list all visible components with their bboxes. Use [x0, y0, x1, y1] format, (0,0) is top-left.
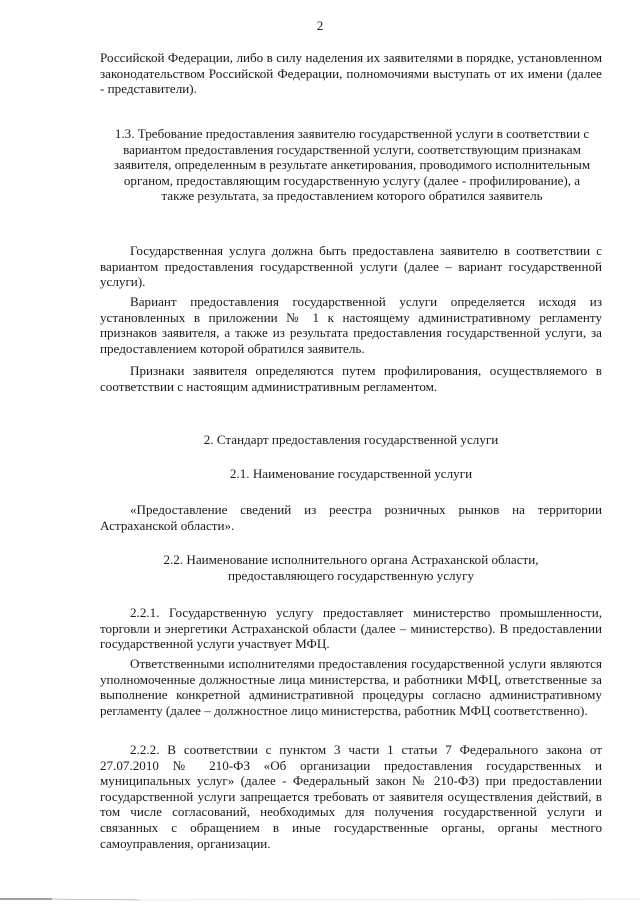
page-number: 2 [316, 18, 324, 33]
scan-edge-artifact [0, 896, 640, 902]
paragraph-2-2-2: 2.2.2. В соответствии с пунктом 3 части 1 статьи 7 Федерального закона от 27.07.2010 № 210-ФЗ «Об организации предоставления государственных и муниципальных услуг» (далее - Федеральный закон № 210-ФЗ) при предоставлении государственной услуги запрещается требовать от заявителя осуществления действий, в том числе согласований, необходимых для получения государственной услуги и связанных с обращением в иные государственные органы, органы местного самоуправления, организации. [100, 742, 602, 851]
section-2-2-heading: 2.2. Наименование исполнительного органа Астраханской области, предоставляющего государственную услугу [163, 552, 539, 583]
continuation-paragraph: Российской Федерации, либо в силу наделения их заявителями в порядке, установленном законодательством Российской Федерации, полномочиями выступать от их имени (далее - представители). [100, 50, 602, 97]
section-2-1-heading: 2.1. Наименование государственной услуги [229, 466, 473, 481]
paragraph-variant-requirement: Государственная услуга должна быть предоставлена заявителю в соответствии с вариантом предоставления государственной услуги (далее – вариант государственной услуги). [100, 243, 602, 290]
paragraph-2-2-1: 2.2.1. Государственную услугу предоставляет министерство промышленности, торговли и энергетики Астраханской области (далее – министерство). В предоставлении государственной услуги участвует МФЦ. [100, 605, 602, 652]
section-2-heading: 2. Стандарт предоставления государственной услуги [203, 432, 499, 447]
section-1-3-heading: 1.3. Требование предоставления заявителю государственной услуги в соответствии с вариантом предоставления государственной услуги, соответствующим признакам заявителя, определенным в результате анкетирования, проводимого исполнительным органом, предоставляющим государственную услугу (далее - профилирование), а также результата, за предоставлением которого обратился заявитель [113, 126, 591, 204]
paragraph-responsible-executors: Ответственными исполнителями предоставления государственной услуги являются уполномоченные должностные лица министерства, и работники МФЦ, ответственные за выполнение конкретной административной процедуры согласно административному регламенту (далее – должностное лицо министерства, работник МФЦ соответственно). [100, 656, 602, 718]
service-name-paragraph: «Предоставление сведений из реестра розничных рынков на территории Астраханской области». [100, 502, 602, 533]
paragraph-profiling: Признаки заявителя определяются путем профилирования, осуществляемого в соответствии с настоящим административным регламентом. [100, 363, 602, 394]
paragraph-variant-determination: Вариант предоставления государственной услуги определяется исходя из установленных в приложении № 1 к настоящему административному регламенту признаков заявителя, а также из результата предоставления государственной услуги, за предоставлением которой обратился заявитель. [100, 294, 602, 356]
